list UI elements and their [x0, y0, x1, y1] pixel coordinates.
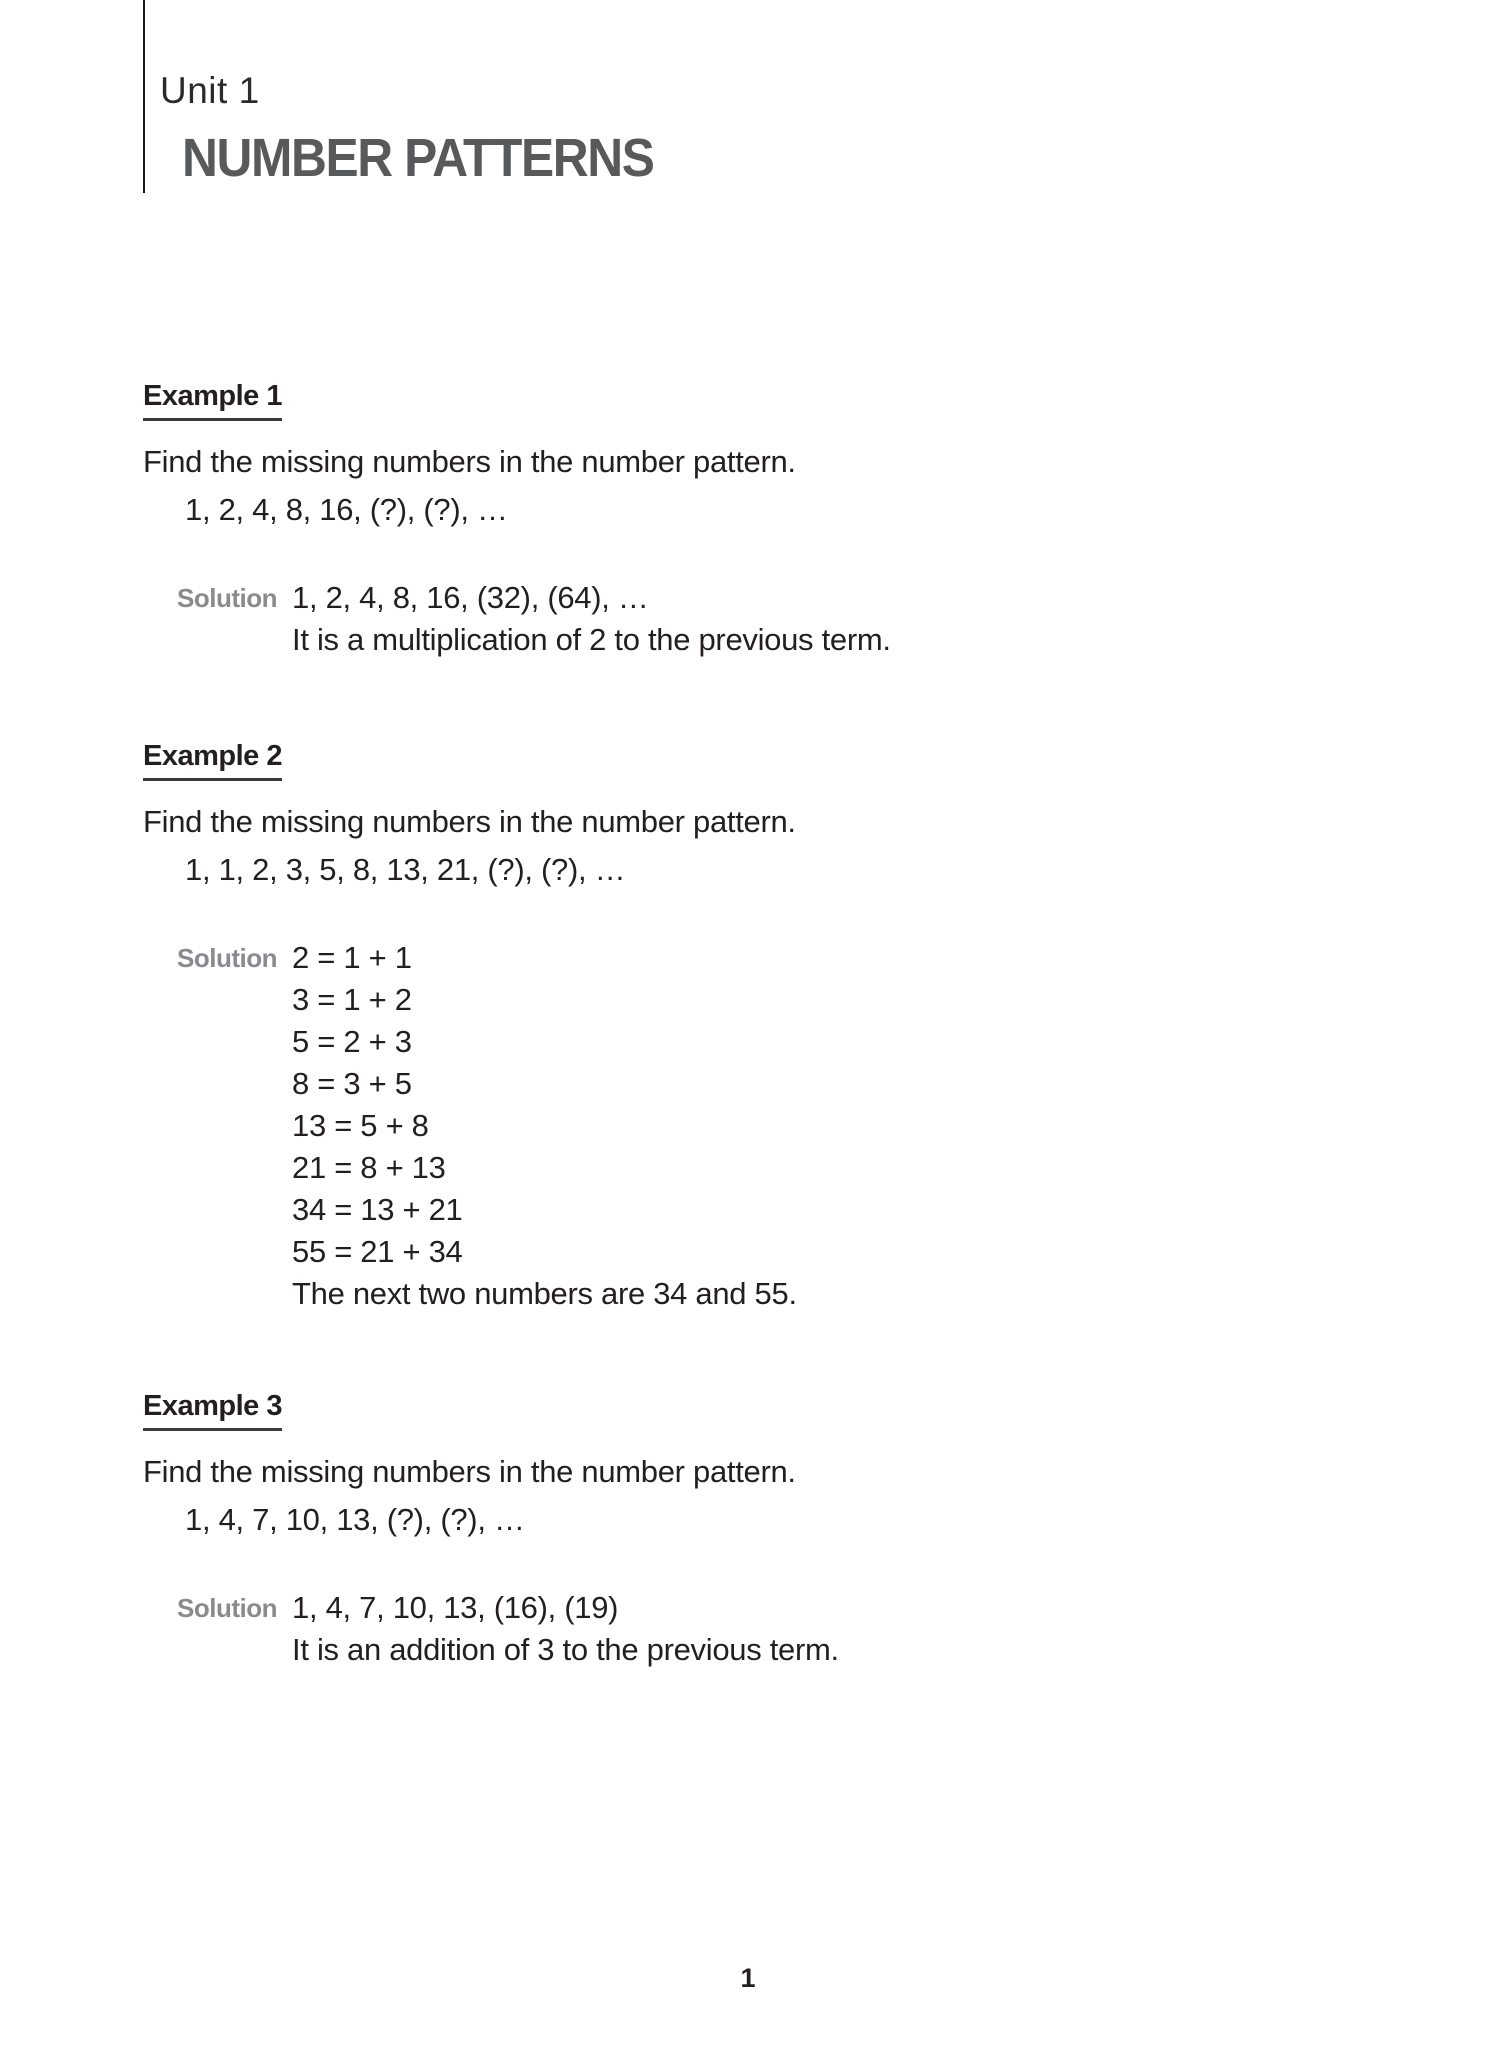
- solution-line: It is a multiplication of 2 to the previous term.: [292, 621, 891, 657]
- example-1-problem: Find the missing numbers in the number pattern.: [143, 443, 796, 479]
- solution-line: 3 = 1 + 2: [292, 981, 412, 1017]
- solution-line: 55 = 21 + 34: [292, 1233, 463, 1269]
- solution-line: 2 = 1 + 1: [292, 939, 412, 975]
- example-3-solution-content: [292, 1587, 839, 1671]
- solution-line: 21 = 8 + 13: [292, 1149, 446, 1185]
- solution-label: Solution: [177, 582, 277, 613]
- solution-label: Solution: [177, 1592, 277, 1623]
- example-3-heading: Example 3: [143, 1391, 282, 1431]
- example-1-section: [143, 381, 1416, 661]
- example-3-problem: Find the missing numbers in the number pattern.: [143, 1453, 796, 1489]
- example-3-solution: [177, 1587, 1416, 1671]
- solution-line: 13 = 5 + 8: [292, 1107, 429, 1143]
- example-1-solution: [177, 577, 1416, 661]
- example-3-sequence: 1, 4, 7, 10, 13, (?), (?), …: [185, 1501, 525, 1537]
- page-title: NUMBER PATTERNS: [182, 128, 654, 188]
- solution-line: The next two numbers are 34 and 55.: [292, 1275, 797, 1311]
- example-2-section: [143, 741, 1416, 1315]
- solution-line: 1, 4, 7, 10, 13, (16), (19): [292, 1589, 619, 1625]
- example-3-section: [143, 1391, 1416, 1671]
- solution-line: It is an addition of 3 to the previous term.: [292, 1631, 839, 1667]
- solution-line: 34 = 13 + 21: [292, 1191, 463, 1227]
- example-2-solution-content: [292, 937, 797, 1315]
- example-2-problem: Find the missing numbers in the number pattern.: [143, 803, 796, 839]
- solution-line: 1, 2, 4, 8, 16, (32), (64), …: [292, 579, 649, 615]
- solution-label: Solution: [177, 942, 277, 973]
- page-number: 1: [740, 1963, 756, 1993]
- example-1-sequence: 1, 2, 4, 8, 16, (?), (?), …: [185, 491, 508, 527]
- unit-label: Unit 1: [160, 70, 260, 111]
- solution-line: 5 = 2 + 3: [292, 1023, 412, 1059]
- example-2-heading: Example 2: [143, 741, 282, 781]
- solution-line: 8 = 3 + 5: [292, 1065, 412, 1101]
- example-1-heading: Example 1: [143, 381, 282, 421]
- example-2-solution: [177, 937, 1416, 1315]
- example-2-sequence: 1, 1, 2, 3, 5, 8, 13, 21, (?), (?), …: [185, 851, 626, 887]
- example-1-solution-content: [292, 577, 891, 661]
